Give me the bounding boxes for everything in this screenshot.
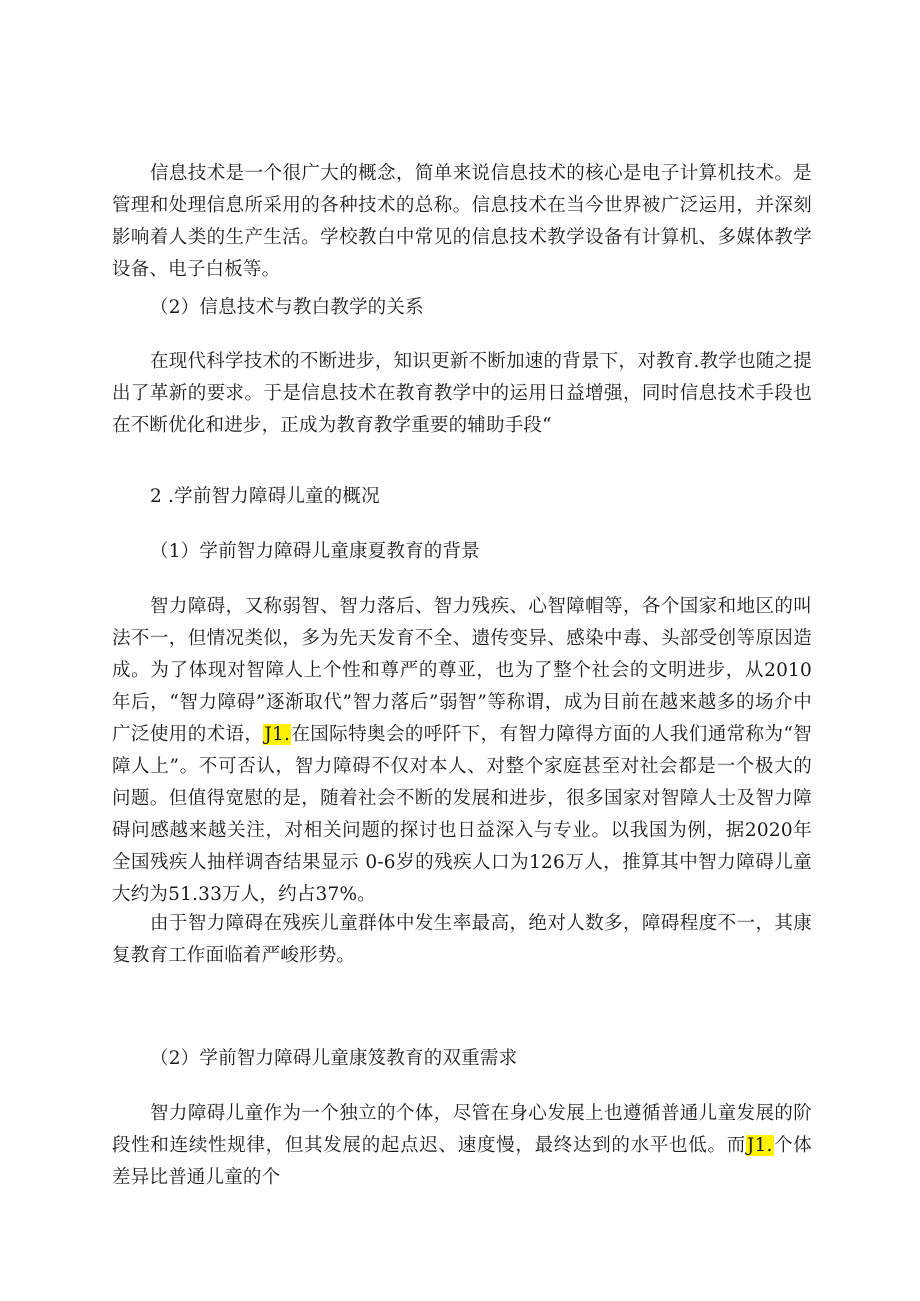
section-heading-dual-needs: （2）学前智力障碍儿童康笈教育的双重需求	[150, 1048, 518, 1069]
section-heading-intellectual-disability-overview: 2 .学前智力障碍儿童的概况	[150, 486, 380, 507]
paragraph-text-part: 智力障碍儿童作为一个独立的个体，尽管在身心发展上也遵循普通儿童发展的阶段性和连续性规律，但其发展的起点迟、速度慢，最终达到的水平也低。而	[112, 1103, 812, 1156]
paragraph-child-development	[112, 1098, 812, 1194]
section-heading-info-tech-relation: （2）信息技术与教白教学的关系	[150, 297, 424, 318]
highlight-mark: J1.	[264, 724, 291, 745]
paragraph-text-part: 智力障碍，又称弱智、智力落后、智力残疾、心智障帽等，各个国家和地区的叫法不一，但情况类似，多为先天发育不全、遗传变异、感染中毒、头部受创等原因造成。为了体现对智障人上个性和尊严的尊亚，也为了整个社会的文明进步，从2010年后，“智力障碍”逐渐取代”智力落后”弱智”等称谓，成为目前在越来越多的场介中广泛使用的术语，	[112, 596, 812, 745]
paragraph-text-part: 个体差异比普通儿童的个	[112, 1135, 812, 1188]
paragraph-info-tech-definition: 信息技术是一个很广大的概念，简单来说信息技术的核心是电子计算机技术。是管理和处理信息所采用的各种技术的总称。信息技术在当今世界被广泛运用，并深刻影响着人类的生产生活。学校教白中常见的信息技术教学设备有计算机、多媒体教学设备、电子白板等。	[112, 163, 812, 280]
paragraph-info-tech-education: 在现代科学技术的不断进步，知识更新不断加速的背景下，对教育.教学也随之提出了革新的要求。于是信息技术在教育教学中的运用日益增强，同时信息技术手段也在不断优化和进步，正成为教育教学重要的辅助手段“	[112, 351, 812, 436]
paragraph-rehab-situation: 由于智力障碍在残疾儿童群体中发生率最高，绝对人数多，障碍程度不一，其康复教育工作面临着严峻形势。	[112, 913, 812, 966]
section-heading-rehab-background: （1）学前智力障碍儿童康夏教育的背景	[150, 541, 480, 562]
paragraph-text-part: 在国际特奥会的呼阡下，有智力障得方面的人我们通常称为“智障人上”。不可否认，智力障碍不仅对本人、对整个家庭甚至对社会都是一个极大的问题。但值得宽慰的是，随着社会不断的发展和进步，很多国家对智障人士及智力障碍问感越来越关注，对相关问题的探讨也日益深入与专业。以我国为例，据2020年全国残疾人抽样调杳结果显示 0-6岁的残疾人口为126万人，推算其中智力障碍儿童大约为51.33万人，约占37%。	[112, 724, 812, 905]
paragraph-intellectual-disability-definition	[112, 591, 812, 911]
highlight-mark: J1.	[746, 1135, 773, 1156]
